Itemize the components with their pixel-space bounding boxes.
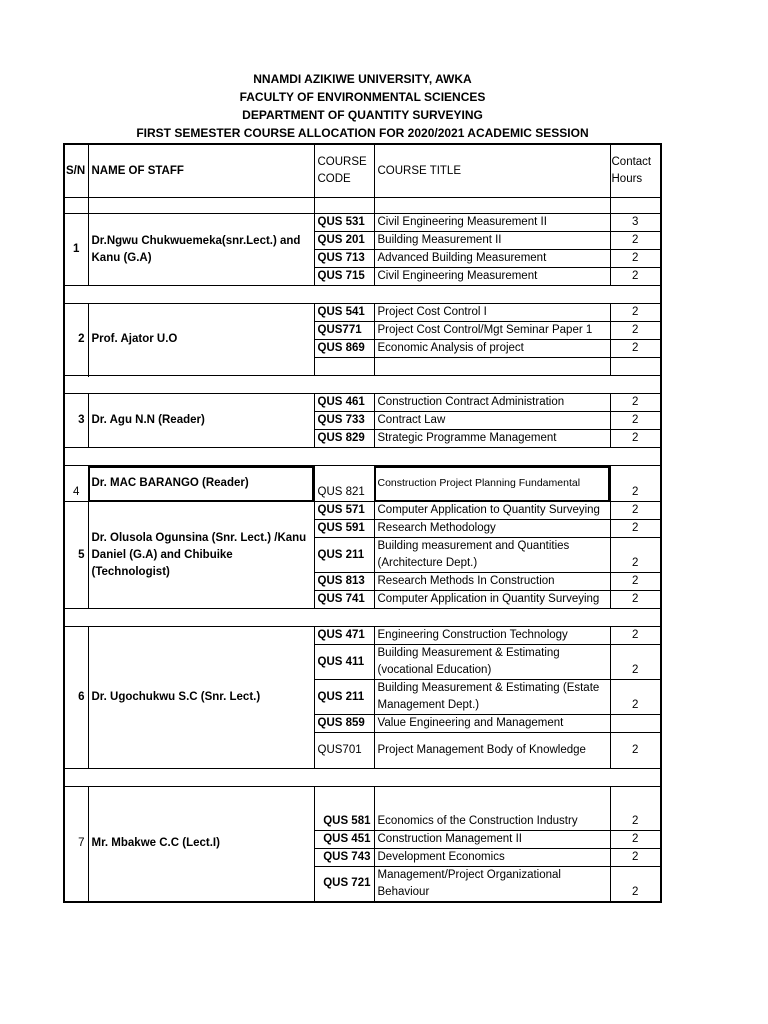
contact-hours: 2	[610, 591, 661, 609]
course-title: Building measurement and Quantities (Architecture Dept.)	[374, 538, 610, 573]
column-header-title: COURSE TITLE	[374, 144, 610, 198]
staff-sn: 5	[64, 502, 88, 609]
contact-hours: 2	[610, 502, 661, 520]
spacer-row	[64, 448, 661, 466]
course-title: Computer Application to Quantity Surveying	[374, 502, 610, 520]
contact-hours: 2	[610, 866, 661, 902]
course-code: QUS 571	[314, 502, 374, 520]
course-title: Value Engineering and Management	[374, 715, 610, 733]
course-title: Building Measurement & Estimating (Estate Management Dept.)	[374, 680, 610, 715]
contact-hours	[610, 715, 661, 733]
course-code: QUS 531	[314, 214, 374, 232]
course-title: Research Methods In Construction	[374, 573, 610, 591]
course-title: Project Cost Control/Mgt Seminar Paper 1	[374, 322, 610, 340]
contact-hours: 2	[610, 250, 661, 268]
column-header-staff: NAME OF STAFF	[88, 144, 314, 198]
course-code: QUS 859	[314, 715, 374, 733]
faculty-name: FACULTY OF ENVIRONMENTAL SCIENCES	[239, 90, 486, 104]
course-code: QUS 733	[314, 412, 374, 430]
contact-hours: 2	[610, 340, 661, 358]
course-title: Advanced Building Measurement	[374, 250, 610, 268]
course-title: Construction Management II	[374, 830, 610, 848]
course-title: Building Measurement & Estimating (vocational Education)	[374, 645, 610, 680]
contact-hours: 2	[610, 680, 661, 715]
course-code: QUS 821	[314, 466, 374, 502]
course-title: Project Cost Control I	[374, 304, 610, 322]
course-code: QUS 713	[314, 250, 374, 268]
course-code: QUS 211	[314, 680, 374, 715]
spacer-row	[64, 787, 661, 813]
course-code: QUS 721	[314, 866, 374, 902]
course-code: QUS 743	[314, 848, 374, 866]
course-title: Strategic Programme Management	[374, 430, 610, 448]
course-code: QUS 411	[314, 645, 374, 680]
course-title: Contract Law	[374, 412, 610, 430]
university-name: NNAMDI AZIKIWE UNIVERSITY, AWKA	[253, 72, 472, 86]
course-title: Development Economics	[374, 848, 610, 866]
course-title: Computer Application in Quantity Surveying	[374, 591, 610, 609]
column-header-code	[314, 144, 374, 198]
contact-hours: 2	[610, 322, 661, 340]
course-code: QUS 741	[314, 591, 374, 609]
table-row	[64, 502, 661, 520]
contact-hours: 2	[610, 733, 661, 769]
course-code: QUS 471	[314, 627, 374, 645]
staff-sn: 2	[64, 304, 88, 376]
staff-name: Dr. Agu N.N (Reader)	[88, 394, 314, 448]
table-row	[64, 466, 661, 502]
contact-hours: 2	[610, 520, 661, 538]
staff-name: Prof. Ajator U.O	[88, 304, 314, 376]
document-header	[0, 70, 725, 142]
course-code: QUS 201	[314, 232, 374, 250]
document-title: FIRST SEMESTER COURSE ALLOCATION FOR 2020/2021 ACADEMIC SESSION	[136, 126, 589, 140]
course-code: QUS 829	[314, 430, 374, 448]
contact-hours: 2	[610, 232, 661, 250]
contact-hours: 2	[610, 627, 661, 645]
course-title: Building Measurement II	[374, 232, 610, 250]
staff-sn: 3	[64, 394, 88, 448]
course-code: QUS771	[314, 322, 374, 340]
course-code: QUS 715	[314, 268, 374, 286]
course-title: Economic Analysis of project	[374, 340, 610, 358]
course-title: Management/Project Organizational Behaviour	[374, 866, 610, 902]
course-code: QUS 541	[314, 304, 374, 322]
course-title: Construction Project Planning Fundamental	[374, 466, 610, 502]
contact-hours: 3	[610, 214, 661, 232]
contact-hours: 2	[610, 304, 661, 322]
contact-hours: 2	[610, 268, 661, 286]
contact-hours: 2	[610, 645, 661, 680]
department-name: DEPARTMENT OF QUANTITY SURVEYING	[242, 108, 483, 122]
contact-hours: 2	[610, 813, 661, 831]
course-code: QUS 451	[314, 830, 374, 848]
table-row	[64, 214, 661, 232]
staff-sn: 7	[64, 787, 88, 902]
spacer-row	[64, 609, 661, 627]
contact-hours: 2	[610, 466, 661, 502]
staff-name: Mr. Mbakwe C.C (Lect.I)	[88, 787, 314, 902]
course-title: Project Management Body of Knowledge	[374, 733, 610, 769]
spacer-row	[64, 304, 661, 322]
contact-hours: 2	[610, 830, 661, 848]
course-title: Civil Engineering Measurement II	[374, 214, 610, 232]
column-header-hours-line1: Contact	[611, 156, 652, 168]
staff-name: Dr.Ngwu Chukwuemeka(snr.Lect.) and Kanu (G.A)	[88, 214, 314, 286]
staff-name: Dr. MAC BARANGO (Reader)	[88, 466, 314, 502]
course-code: QUS 869	[314, 340, 374, 358]
course-code: QUS 591	[314, 520, 374, 538]
course-allocation-table	[63, 143, 662, 903]
spacer-row	[64, 376, 661, 394]
column-header-hours-line2: Hours	[611, 173, 643, 185]
contact-hours: 2	[610, 848, 661, 866]
course-title: Research Methodology	[374, 520, 610, 538]
course-code: QUS 211	[314, 538, 374, 573]
course-title: Engineering Construction Technology	[374, 627, 610, 645]
course-code: QUS701	[314, 733, 374, 769]
staff-name: Dr. Ugochukwu S.C (Snr. Lect.)	[88, 627, 314, 769]
course-code: QUS 581	[314, 813, 374, 831]
table-row	[64, 394, 661, 412]
table-row	[64, 627, 661, 645]
spacer-row	[64, 769, 661, 787]
contact-hours: 2	[610, 394, 661, 412]
staff-sn: 4	[64, 466, 88, 502]
staff-sn: 1	[64, 214, 88, 286]
staff-sn: 6	[64, 627, 88, 769]
staff-name: Dr. Olusola Ogunsina (Snr. Lect.) /Kanu Daniel (G.A) and Chibuike (Technologist)	[88, 502, 314, 609]
contact-hours: 2	[610, 412, 661, 430]
column-header-code-line1: COURSE	[317, 156, 367, 168]
table-header-row	[64, 144, 661, 198]
column-header-hours	[610, 144, 661, 198]
spacer-row	[64, 198, 661, 214]
course-title: Construction Contract Administration	[374, 394, 610, 412]
contact-hours: 2	[610, 573, 661, 591]
column-header-sn: S/N	[64, 144, 88, 198]
course-title: Civil Engineering Measurement	[374, 268, 610, 286]
column-header-code-line2: CODE	[317, 173, 351, 185]
spacer-row	[64, 286, 661, 304]
course-title: Economics of the Construction Industry	[374, 813, 610, 831]
contact-hours: 2	[610, 538, 661, 573]
course-code: QUS 461	[314, 394, 374, 412]
course-code: QUS 813	[314, 573, 374, 591]
contact-hours: 2	[610, 430, 661, 448]
